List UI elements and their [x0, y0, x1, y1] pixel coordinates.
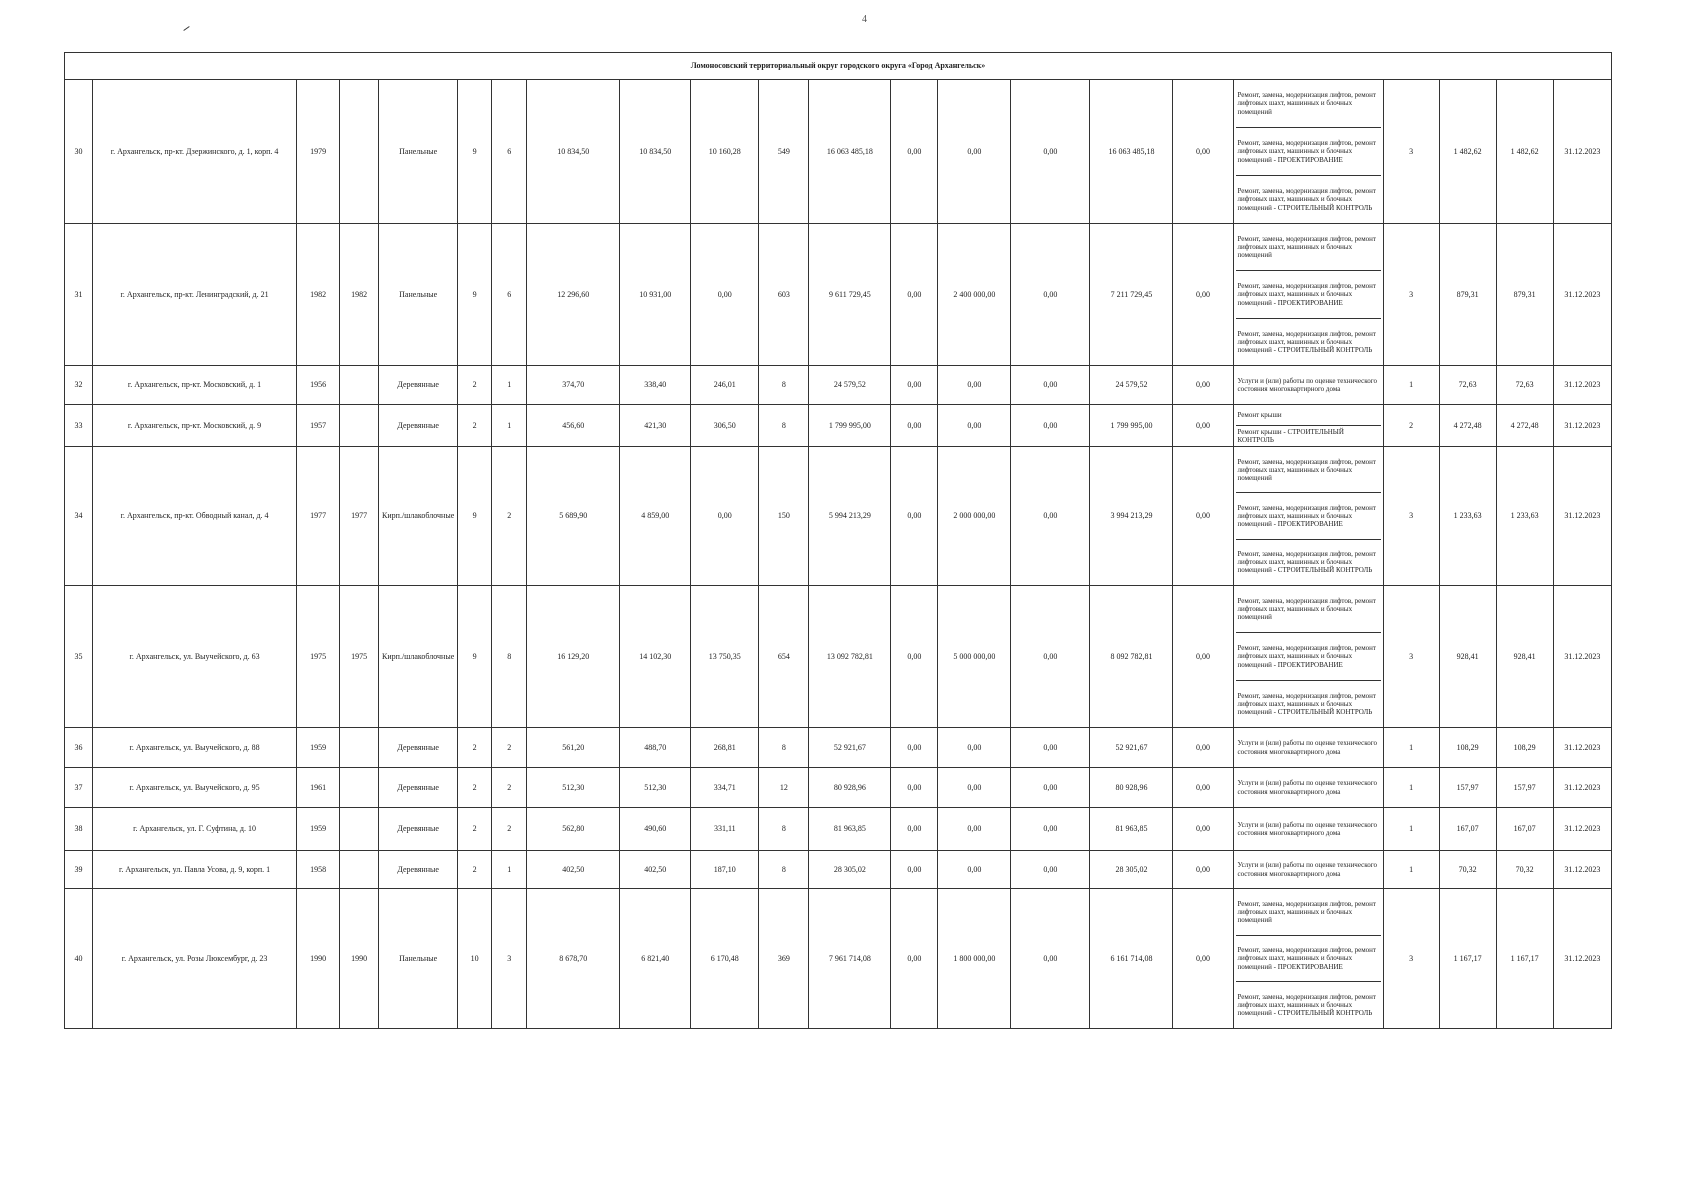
deadline-cell: 31.12.2023 [1553, 224, 1611, 366]
fund-regional-cell: 0,00 [938, 366, 1011, 405]
work-item: Услуги и (или) работы по оценке технического состояния многоквартирного дома [1237, 861, 1377, 878]
area-owned-cell: 331,11 [691, 808, 759, 851]
floors-cell: 2 [458, 366, 492, 405]
area-living-cell: 10 834,50 [620, 80, 691, 224]
address-cell: г. Архангельск, ул. Выучейского, д. 95 [93, 768, 297, 808]
residents-cell: 549 [759, 80, 809, 224]
area-total-cell: 512,30 [527, 768, 620, 808]
area-owned-cell: 246,01 [691, 366, 759, 405]
area-total-cell: 16 129,20 [527, 586, 620, 728]
floors-cell: 9 [458, 586, 492, 728]
fund-regional-cell: 0,00 [938, 851, 1011, 889]
unit-cost-cell: 108,29 [1439, 728, 1496, 768]
cost-total-cell: 28 305,02 [809, 851, 891, 889]
work-item: Ремонт, замена, модернизация лифтов, ремонт лифтовых шахт, машинных и блочных помещений [1236, 447, 1381, 493]
row-number-cell: 35 [65, 586, 93, 728]
year-overhaul-cell [340, 728, 379, 768]
unit-cost-cell: 1 233,63 [1439, 447, 1496, 586]
cost-total-cell: 80 928,96 [809, 768, 891, 808]
row-number-cell: 39 [65, 851, 93, 889]
deadline-cell: 31.12.2023 [1553, 851, 1611, 889]
fund-federal-cell: 0,00 [891, 808, 938, 851]
deadline-cell: 31.12.2023 [1553, 768, 1611, 808]
fund-owners-cell: 24 579,52 [1090, 366, 1173, 405]
floors-cell: 2 [458, 768, 492, 808]
address-cell: г. Архангельск, пр-кт. Дзержинского, д. 1, корп. 4 [93, 80, 297, 224]
year-built-cell: 1958 [297, 851, 340, 889]
year-built-cell: 1957 [297, 405, 340, 447]
entrances-cell: 2 [492, 808, 527, 851]
entrances-cell: 1 [492, 366, 527, 405]
fund-regional-cell: 5 000 000,00 [938, 586, 1011, 728]
fund-other-cell: 0,00 [1173, 728, 1233, 768]
entrances-cell: 1 [492, 851, 527, 889]
wall-material-cell: Панельные [379, 80, 458, 224]
fund-federal-cell: 0,00 [891, 768, 938, 808]
unit-cost-max-cell: 928,41 [1496, 586, 1553, 728]
fund-other-cell: 0,00 [1173, 405, 1233, 447]
year-overhaul-cell [340, 80, 379, 224]
works-cell [1233, 728, 1383, 768]
fund-owners-cell: 80 928,96 [1090, 768, 1173, 808]
table-row [65, 224, 1612, 366]
fund-regional-cell: 0,00 [938, 405, 1011, 447]
wall-material-cell: Деревянные [379, 768, 458, 808]
cost-total-cell: 7 961 714,08 [809, 889, 891, 1029]
fund-federal-cell: 0,00 [891, 366, 938, 405]
fund-local-cell: 0,00 [1011, 851, 1090, 889]
fund-local-cell: 0,00 [1011, 889, 1090, 1029]
table-row [65, 728, 1612, 768]
year-built-cell: 1956 [297, 366, 340, 405]
fund-federal-cell: 0,00 [891, 851, 938, 889]
residents-cell: 8 [759, 808, 809, 851]
entrances-cell: 6 [492, 80, 527, 224]
table-row [65, 447, 1612, 586]
fund-local-cell: 0,00 [1011, 808, 1090, 851]
unit-cost-cell: 4 272,48 [1439, 405, 1496, 447]
fund-other-cell: 0,00 [1173, 80, 1233, 224]
fund-regional-cell: 2 400 000,00 [938, 224, 1011, 366]
table-row [65, 586, 1612, 728]
works-cell [1233, 224, 1383, 366]
fund-other-cell: 0,00 [1173, 808, 1233, 851]
unit-cost-max-cell: 72,63 [1496, 366, 1553, 405]
area-total-cell: 10 834,50 [527, 80, 620, 224]
work-item: Ремонт, замена, модернизация лифтов, ремонт лифтовых шахт, машинных и блочных помещений [1236, 80, 1381, 128]
work-item: Ремонт крыши [1236, 405, 1381, 426]
floors-cell: 10 [458, 889, 492, 1029]
area-owned-cell: 0,00 [691, 224, 759, 366]
deadline-cell: 31.12.2023 [1553, 447, 1611, 586]
residents-cell: 8 [759, 366, 809, 405]
unit-cost-cell: 70,32 [1439, 851, 1496, 889]
area-owned-cell: 334,71 [691, 768, 759, 808]
area-living-cell: 6 821,40 [620, 889, 691, 1029]
area-owned-cell: 187,10 [691, 851, 759, 889]
area-total-cell: 402,50 [527, 851, 620, 889]
entrances-cell: 2 [492, 768, 527, 808]
year-built-cell: 1977 [297, 447, 340, 586]
table-row [65, 808, 1612, 851]
year-overhaul-cell: 1975 [340, 586, 379, 728]
area-living-cell: 338,40 [620, 366, 691, 405]
floors-cell: 9 [458, 224, 492, 366]
table-row [65, 768, 1612, 808]
unit-cost-max-cell: 70,32 [1496, 851, 1553, 889]
fund-other-cell: 0,00 [1173, 889, 1233, 1029]
area-total-cell: 374,70 [527, 366, 620, 405]
work-item: Услуги и (или) работы по оценке технического состояния многоквартирного дома [1237, 820, 1377, 837]
unit-cost-max-cell: 1 233,63 [1496, 447, 1553, 586]
wall-material-cell: Панельные [379, 889, 458, 1029]
wall-material-cell: Кирп./шлакоблочные [379, 447, 458, 586]
residents-cell: 369 [759, 889, 809, 1029]
unit-cost-cell: 72,63 [1439, 366, 1496, 405]
area-total-cell: 562,80 [527, 808, 620, 851]
floors-cell: 2 [458, 808, 492, 851]
area-living-cell: 10 931,00 [620, 224, 691, 366]
fund-federal-cell: 0,00 [891, 405, 938, 447]
fund-regional-cell: 0,00 [938, 728, 1011, 768]
address-cell: г. Архангельск, ул. Розы Люксембург, д. 23 [93, 889, 297, 1029]
floors-cell: 2 [458, 405, 492, 447]
entrances-cell: 1 [492, 405, 527, 447]
area-total-cell: 456,60 [527, 405, 620, 447]
area-total-cell: 5 689,90 [527, 447, 620, 586]
works-count-cell: 3 [1383, 447, 1439, 586]
area-living-cell: 4 859,00 [620, 447, 691, 586]
year-overhaul-cell [340, 851, 379, 889]
works-count-cell: 3 [1383, 224, 1439, 366]
fund-local-cell: 0,00 [1011, 405, 1090, 447]
works-count-cell: 1 [1383, 366, 1439, 405]
wall-material-cell: Деревянные [379, 728, 458, 768]
area-owned-cell: 6 170,48 [691, 889, 759, 1029]
fund-local-cell: 0,00 [1011, 768, 1090, 808]
works-count-cell: 2 [1383, 405, 1439, 447]
works-cell [1233, 586, 1383, 728]
deadline-cell: 31.12.2023 [1553, 728, 1611, 768]
residents-cell: 8 [759, 728, 809, 768]
year-overhaul-cell [340, 405, 379, 447]
unit-cost-max-cell: 1 167,17 [1496, 889, 1553, 1029]
row-number-cell: 33 [65, 405, 93, 447]
work-item: Услуги и (или) работы по оценке технического состояния многоквартирного дома [1237, 779, 1377, 796]
table-row [65, 889, 1612, 1029]
fund-regional-cell: 1 800 000,00 [938, 889, 1011, 1029]
area-living-cell: 490,60 [620, 808, 691, 851]
cost-total-cell: 16 063 485,18 [809, 80, 891, 224]
residents-cell: 603 [759, 224, 809, 366]
floors-cell: 9 [458, 447, 492, 586]
unit-cost-max-cell: 157,97 [1496, 768, 1553, 808]
wall-material-cell: Панельные [379, 224, 458, 366]
year-built-cell: 1979 [297, 80, 340, 224]
row-number-cell: 38 [65, 808, 93, 851]
works-count-cell: 3 [1383, 889, 1439, 1029]
row-number-cell: 36 [65, 728, 93, 768]
entrances-cell: 6 [492, 224, 527, 366]
unit-cost-cell: 879,31 [1439, 224, 1496, 366]
work-item: Ремонт, замена, модернизация лифтов, ремонт лифтовых шахт, машинных и блочных помещений - ПРОЕКТИРОВАНИЕ [1236, 271, 1381, 318]
works-cell [1233, 768, 1383, 808]
table-row [65, 851, 1612, 889]
work-item: Ремонт крыши - СТРОИТЕЛЬНЫЙ КОНТРОЛЬ [1237, 427, 1344, 444]
fund-regional-cell: 0,00 [938, 80, 1011, 224]
fund-local-cell: 0,00 [1011, 586, 1090, 728]
unit-cost-cell: 1 482,62 [1439, 80, 1496, 224]
work-item: Ремонт, замена, модернизация лифтов, ремонт лифтовых шахт, машинных и блочных помещений - СТРОИТЕЛЬНЫЙ КОНТРОЛЬ [1237, 187, 1376, 212]
deadline-cell: 31.12.2023 [1553, 405, 1611, 447]
work-item: Ремонт, замена, модернизация лифтов, ремонт лифтовых шахт, машинных и блочных помещений [1236, 889, 1381, 936]
year-overhaul-cell: 1977 [340, 447, 379, 586]
year-overhaul-cell [340, 808, 379, 851]
row-number-cell: 32 [65, 366, 93, 405]
wall-material-cell: Кирп./шлакоблочные [379, 586, 458, 728]
residents-cell: 12 [759, 768, 809, 808]
works-cell [1233, 447, 1383, 586]
wall-material-cell: Деревянные [379, 366, 458, 405]
work-item: Ремонт, замена, модернизация лифтов, ремонт лифтовых шахт, машинных и блочных помещений [1236, 586, 1381, 633]
table-row [65, 405, 1612, 447]
fund-owners-cell: 16 063 485,18 [1090, 80, 1173, 224]
entrances-cell: 2 [492, 728, 527, 768]
works-count-cell: 1 [1383, 728, 1439, 768]
works-cell [1233, 808, 1383, 851]
unit-cost-cell: 167,07 [1439, 808, 1496, 851]
work-item: Услуги и (или) работы по оценке технического состояния многоквартирного дома [1237, 376, 1377, 393]
row-number-cell: 40 [65, 889, 93, 1029]
fund-regional-cell: 0,00 [938, 768, 1011, 808]
year-overhaul-cell: 1982 [340, 224, 379, 366]
address-cell: г. Архангельск, ул. Выучейского, д. 88 [93, 728, 297, 768]
unit-cost-max-cell: 879,31 [1496, 224, 1553, 366]
fund-owners-cell: 81 963,85 [1090, 808, 1173, 851]
row-number-cell: 34 [65, 447, 93, 586]
deadline-cell: 31.12.2023 [1553, 808, 1611, 851]
fund-regional-cell: 2 000 000,00 [938, 447, 1011, 586]
entrances-cell: 3 [492, 889, 527, 1029]
area-living-cell: 488,70 [620, 728, 691, 768]
unit-cost-max-cell: 4 272,48 [1496, 405, 1553, 447]
unit-cost-cell: 157,97 [1439, 768, 1496, 808]
residents-cell: 150 [759, 447, 809, 586]
area-living-cell: 421,30 [620, 405, 691, 447]
row-number-cell: 30 [65, 80, 93, 224]
row-number-cell: 37 [65, 768, 93, 808]
works-count-cell: 3 [1383, 586, 1439, 728]
address-cell: г. Архангельск, пр-кт. Московский, д. 9 [93, 405, 297, 447]
fund-regional-cell: 0,00 [938, 808, 1011, 851]
year-overhaul-cell: 1990 [340, 889, 379, 1029]
works-count-cell: 1 [1383, 851, 1439, 889]
address-cell: г. Архангельск, ул. Выучейского, д. 63 [93, 586, 297, 728]
address-cell: г. Архангельск, ул. Г. Суфтина, д. 10 [93, 808, 297, 851]
row-number-cell: 31 [65, 224, 93, 366]
unit-cost-max-cell: 1 482,62 [1496, 80, 1553, 224]
table-body [65, 53, 1612, 1029]
work-item: Ремонт, замена, модернизация лифтов, ремонт лифтовых шахт, машинных и блочных помещений - ПРОЕКТИРОВАНИЕ [1236, 493, 1381, 539]
year-built-cell: 1961 [297, 768, 340, 808]
entrances-cell: 8 [492, 586, 527, 728]
works-cell [1233, 889, 1383, 1029]
fund-federal-cell: 0,00 [891, 586, 938, 728]
cost-total-cell: 1 799 995,00 [809, 405, 891, 447]
deadline-cell: 31.12.2023 [1553, 586, 1611, 728]
entrances-cell: 2 [492, 447, 527, 586]
deadline-cell: 31.12.2023 [1553, 366, 1611, 405]
residents-cell: 8 [759, 851, 809, 889]
cost-total-cell: 5 994 213,29 [809, 447, 891, 586]
year-built-cell: 1959 [297, 808, 340, 851]
table-row [65, 366, 1612, 405]
year-built-cell: 1982 [297, 224, 340, 366]
area-total-cell: 8 678,70 [527, 889, 620, 1029]
fund-owners-cell: 3 994 213,29 [1090, 447, 1173, 586]
fund-other-cell: 0,00 [1173, 224, 1233, 366]
works-count-cell: 1 [1383, 808, 1439, 851]
fund-federal-cell: 0,00 [891, 728, 938, 768]
year-built-cell: 1959 [297, 728, 340, 768]
address-cell: г. Архангельск, пр-кт. Ленинградский, д. 21 [93, 224, 297, 366]
fund-local-cell: 0,00 [1011, 366, 1090, 405]
address-cell: г. Архангельск, ул. Павла Усова, д. 9, корп. 1 [93, 851, 297, 889]
page-number-mark: 4 [862, 14, 867, 25]
fund-other-cell: 0,00 [1173, 447, 1233, 586]
works-count-cell: 3 [1383, 80, 1439, 224]
year-built-cell: 1990 [297, 889, 340, 1029]
year-overhaul-cell [340, 768, 379, 808]
work-item: Ремонт, замена, модернизация лифтов, ремонт лифтовых шахт, машинных и блочных помещений - ПРОЕКТИРОВАНИЕ [1236, 936, 1381, 983]
wall-material-cell: Деревянные [379, 851, 458, 889]
work-item: Ремонт, замена, модернизация лифтов, ремонт лифтовых шахт, машинных и блочных помещений - ПРОЕКТИРОВАНИЕ [1236, 633, 1381, 680]
fund-other-cell: 0,00 [1173, 366, 1233, 405]
year-overhaul-cell [340, 366, 379, 405]
table-row [65, 80, 1612, 224]
fund-local-cell: 0,00 [1011, 728, 1090, 768]
fund-owners-cell: 7 211 729,45 [1090, 224, 1173, 366]
address-cell: г. Архангельск, пр-кт. Обводный канал, д. 4 [93, 447, 297, 586]
deadline-cell: 31.12.2023 [1553, 80, 1611, 224]
work-item: Услуги и (или) работы по оценке технического состояния многоквартирного дома [1237, 739, 1377, 756]
area-owned-cell: 306,50 [691, 405, 759, 447]
fund-local-cell: 0,00 [1011, 80, 1090, 224]
work-item: Ремонт, замена, модернизация лифтов, ремонт лифтовых шахт, машинных и блочных помещений - СТРОИТЕЛЬНЫЙ КОНТРОЛЬ [1237, 993, 1376, 1018]
cost-total-cell: 13 092 782,81 [809, 586, 891, 728]
fund-federal-cell: 0,00 [891, 889, 938, 1029]
work-item: Ремонт, замена, модернизация лифтов, ремонт лифтовых шахт, машинных и блочных помещений - СТРОИТЕЛЬНЫЙ КОНТРОЛЬ [1237, 329, 1376, 354]
unit-cost-cell: 1 167,17 [1439, 889, 1496, 1029]
fund-owners-cell: 8 092 782,81 [1090, 586, 1173, 728]
wall-material-cell: Деревянные [379, 405, 458, 447]
pen-stroke-mark [183, 26, 189, 31]
area-total-cell: 12 296,60 [527, 224, 620, 366]
unit-cost-max-cell: 108,29 [1496, 728, 1553, 768]
fund-federal-cell: 0,00 [891, 447, 938, 586]
wall-material-cell: Деревянные [379, 808, 458, 851]
year-built-cell: 1975 [297, 586, 340, 728]
fund-local-cell: 0,00 [1011, 447, 1090, 586]
works-cell [1233, 405, 1383, 447]
fund-owners-cell: 1 799 995,00 [1090, 405, 1173, 447]
unit-cost-cell: 928,41 [1439, 586, 1496, 728]
cost-total-cell: 9 611 729,45 [809, 224, 891, 366]
address-cell: г. Архангельск, пр-кт. Московский, д. 1 [93, 366, 297, 405]
district-header-row [65, 53, 1612, 80]
cost-total-cell: 24 579,52 [809, 366, 891, 405]
works-count-cell: 1 [1383, 768, 1439, 808]
work-item: Ремонт, замена, модернизация лифтов, ремонт лифтовых шахт, машинных и блочных помещений - ПРОЕКТИРОВАНИЕ [1236, 128, 1381, 176]
fund-other-cell: 0,00 [1173, 586, 1233, 728]
unit-cost-max-cell: 167,07 [1496, 808, 1553, 851]
district-header: Ломоносовский территориальный округ городского округа «Город Архангельск» [65, 53, 1612, 80]
area-living-cell: 512,30 [620, 768, 691, 808]
work-item: Ремонт, замена, модернизация лифтов, ремонт лифтовых шахт, машинных и блочных помещений - СТРОИТЕЛЬНЫЙ КОНТРОЛЬ [1237, 550, 1376, 575]
work-item: Ремонт, замена, модернизация лифтов, ремонт лифтовых шахт, машинных и блочных помещений [1236, 224, 1381, 271]
area-owned-cell: 10 160,28 [691, 80, 759, 224]
fund-owners-cell: 28 305,02 [1090, 851, 1173, 889]
fund-other-cell: 0,00 [1173, 768, 1233, 808]
cost-total-cell: 81 963,85 [809, 808, 891, 851]
fund-other-cell: 0,00 [1173, 851, 1233, 889]
work-item: Ремонт, замена, модернизация лифтов, ремонт лифтовых шахт, машинных и блочных помещений - СТРОИТЕЛЬНЫЙ КОНТРОЛЬ [1237, 691, 1376, 716]
fund-owners-cell: 52 921,67 [1090, 728, 1173, 768]
area-owned-cell: 0,00 [691, 447, 759, 586]
area-owned-cell: 268,81 [691, 728, 759, 768]
fund-federal-cell: 0,00 [891, 80, 938, 224]
cost-total-cell: 52 921,67 [809, 728, 891, 768]
floors-cell: 9 [458, 80, 492, 224]
area-living-cell: 14 102,30 [620, 586, 691, 728]
works-cell [1233, 366, 1383, 405]
area-living-cell: 402,50 [620, 851, 691, 889]
residents-cell: 8 [759, 405, 809, 447]
residents-cell: 654 [759, 586, 809, 728]
fund-owners-cell: 6 161 714,08 [1090, 889, 1173, 1029]
deadline-cell: 31.12.2023 [1553, 889, 1611, 1029]
fund-local-cell: 0,00 [1011, 224, 1090, 366]
works-cell [1233, 851, 1383, 889]
floors-cell: 2 [458, 851, 492, 889]
area-total-cell: 561,20 [527, 728, 620, 768]
repair-program-table [64, 52, 1612, 1029]
area-owned-cell: 13 750,35 [691, 586, 759, 728]
works-cell [1233, 80, 1383, 224]
fund-federal-cell: 0,00 [891, 224, 938, 366]
floors-cell: 2 [458, 728, 492, 768]
